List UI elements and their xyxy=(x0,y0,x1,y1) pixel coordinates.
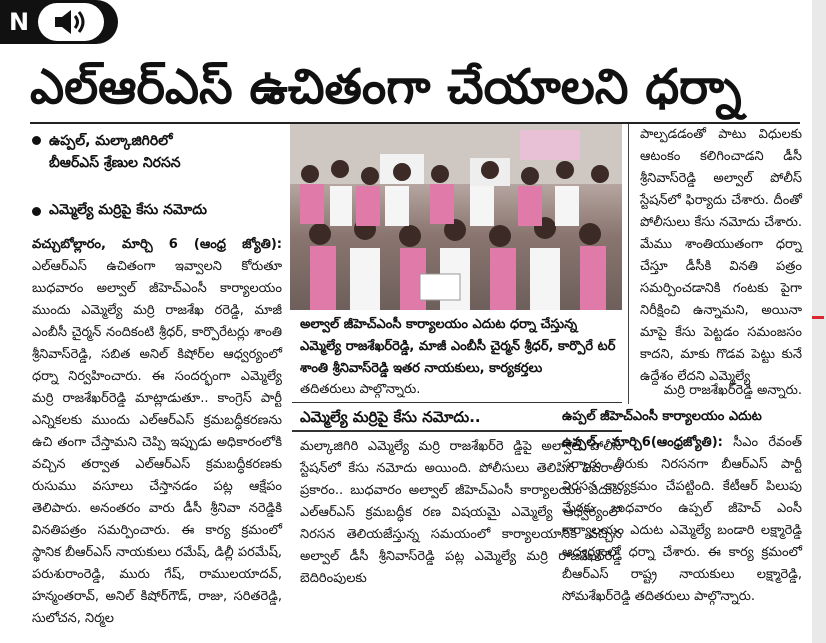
subhead-3-block xyxy=(32,202,282,221)
news-photo xyxy=(290,124,622,310)
brand-letter: N xyxy=(8,8,30,36)
right-column: పాల్పడడంతో పాటు విధులకు ఆటంకం కలిగించాడని డీసీ శ్రీనివాస్‌రెడ్డి అల్వాల్ పోలీస్ స్టేషన్‌లో ఫిర్యాదు చేశారు. దీంతో పోలీసులు కేసు నమోదు చేశారు. మేము శాంతియుతంగా ధర్నా చేస్తూ డీసీకి వినతి పత్రం సమర్పించడానికి గంటకు పైగా నిరీక్షించి ఉన్నామని, అయినా మాపై కేసు పెట్టడం సమంజసం కాదని, మాకు గొడవ పెట్టు కునే ఉద్దేశం లేదని ఎమ్మెల్యే xyxy=(640,127,802,384)
speaker-icon[interactable] xyxy=(38,3,104,41)
uppal-body: సీఎం రేవంత్ సర్కారు తీరుకు నిరసనగా బీఆర్ఎస్ పార్టీ నిరసన కార్యక్రమం చేపట్టింది. కేటీఆర్ పిలుపు మేరకు బుధవారం ఉప్పల్ జీహెచ్ ఎంసీ కార్యాలయం ఎదుట ఎమ్మెల్యే బండారి లక్ష్మారెడ్డి ఆధ్వర్యంలో ధర్నా చేశారు. ఈ కార్య క్రమంలో బీఆర్ఎస్ రాష్ట్ర నాయకులు లక్ష్మారెడ్డి, సోమశేఖర్‌రెడ్డి తదితరులు పాల్గొన్నారు. xyxy=(562,435,802,604)
subhead-block xyxy=(32,130,277,174)
subhead-2: బీఆర్ఎస్ శ్రేణుల నిరసన xyxy=(49,155,181,171)
photo-caption: అల్వాల్ జీహెచ్ఎంసీ కార్యాలయం ఎదుట ధర్నా చేస్తున్న ఎమ్మెల్యే రాజశేఖర్‌రెడ్డి, మాజీ ఎంబీసీ చైర్మన్ శ్రీధర్, కార్పొరే టర్ శాంతి శ్రీనివాస్‌రెడ్డి ఇతర నాయకులు, కార్యకర్తలు xyxy=(300,317,616,376)
left-column xyxy=(32,234,282,630)
audio-badge[interactable] xyxy=(0,0,118,44)
dateline: వచ్చుబోల్లారం, మార్చి 6 (ఆంధ్ర జ్యోతి): xyxy=(32,237,282,252)
mid-headline: ఎమ్మెల్యే మర్రిపై కేసు నమోదు.. xyxy=(300,408,481,426)
subhead-3: ఎమ్మెల్యే మర్రిపై కేసు నమోదు xyxy=(49,202,207,218)
headline: ఎల్ఆర్ఎస్ ఉచితంగా చేయాలని ధర్నా xyxy=(30,59,742,115)
mid-column: మల్కాజిగిరి ఎమ్మెల్యే మర్రి రాజశేఖర్‌రె డ్డిపై అల్వాల్ పోలీస్ స్టేషన్‌లో కేసు నమోదు అయింది. పోలీసులు తెలిపిన వివరాల ప్రకారం.. బుధవారం అల్వాల్ జీహెచ్ఎంసీ కార్యాలయం ఎదుట ఎల్ఆర్ఎస్ క్రమబద్ధీక రణ విషయమై ఎమ్మెల్యే ఆధ్వర్యంలో నిరసన తెలియజేస్తున్న సమయంలో కార్యాలయానికి వచ్చిన అల్వాల్ డీసీ శ్రీనివాస్‌రెడ్డి పట్ల ఎమ్మెల్యే మర్రి రాజశేఖర్‌రెడ్డి బెదిరింపులకు xyxy=(300,439,622,586)
bullet-icon xyxy=(32,207,41,216)
crowd-illustration xyxy=(290,124,622,310)
caption-tail: తదితరులు పాల్గొన్నారు. xyxy=(300,382,421,397)
uppal-subhead: ఉప్పల్ జీహెచ్ఎంసీ కార్యాలయం ఎదుట xyxy=(562,409,762,424)
uppal-dateline: ఉప్పల్, మార్చి6(ఆంధ్రజ్యోతి): xyxy=(562,435,723,450)
mid-rule xyxy=(292,402,622,403)
bullet-icon xyxy=(32,136,41,145)
column-divider xyxy=(628,124,629,404)
page-edge xyxy=(812,0,826,643)
right-signoff: మర్రి రాజశేఖర్‌రెడ్డి అన్నారు. xyxy=(663,383,802,398)
red-mark xyxy=(812,316,824,319)
uppal-column xyxy=(562,432,802,608)
left-body: ఎల్ఆర్ఎస్ ఉచితంగా ఇవ్వాలని కోరుతూ బుధవారం అల్వాల్ జీహెచ్ఎంసీ కార్యాలయం ముందు ఎమ్మెల్యే మర్రి రాజశేఖ రరెడ్డి, మాజీ ఎంబీసీ చైర్మన్ నందికంటి శ్రీధర్, కార్పొరేటర్లు శాంతి శ్రీనివాస్‌రెడ్డి, సబిత అనిల్ కిషోర్‌ల ఆధ్వర్యంలో ధర్నా నిర్వహించారు. ఈ సందర్భంగా ఎమ్మెల్యే మర్రి రాజశేఖర్‌రెడ్డి మాట్లాడుతూ.. కాంగ్రెస్ పార్టీ ఎన్నికలకు ముందు ఎల్ఆర్ఎస్ క్రమబద్ధీకరణను ఉచి తంగా చేస్తామని చెప్పి ఇప్పుడు అధికారంలోకి వచ్చిన తర్వాత ఎల్ఆర్ఎస్ క్రమబద్ధీకరణకు రుసుము వసూలు చేస్తానడం పట్ల ఆక్షేపం తెలిపారు. అనంతరం వారు డీసీ శ్రీనివా నరెడ్డికి వినతిపత్రం సమర్పించారు. ఈ కార్య క్రమంలో స్థానిక బీఆర్ఎస్ నాయకులు రమేష్, డిల్లీ పరమేష్, పరుశురాంరెడ్డి, మురు గేష్, రాములయాదవ్, హన్మంతరావ్, అనిల్ కిషోర్‌గౌడ్, రాజు, సరితరెడ్డి, సులోచన, నిర్మల xyxy=(32,259,282,626)
subhead-1: ఉప్పల్, మల్కాజిగిరిలో xyxy=(49,133,173,149)
